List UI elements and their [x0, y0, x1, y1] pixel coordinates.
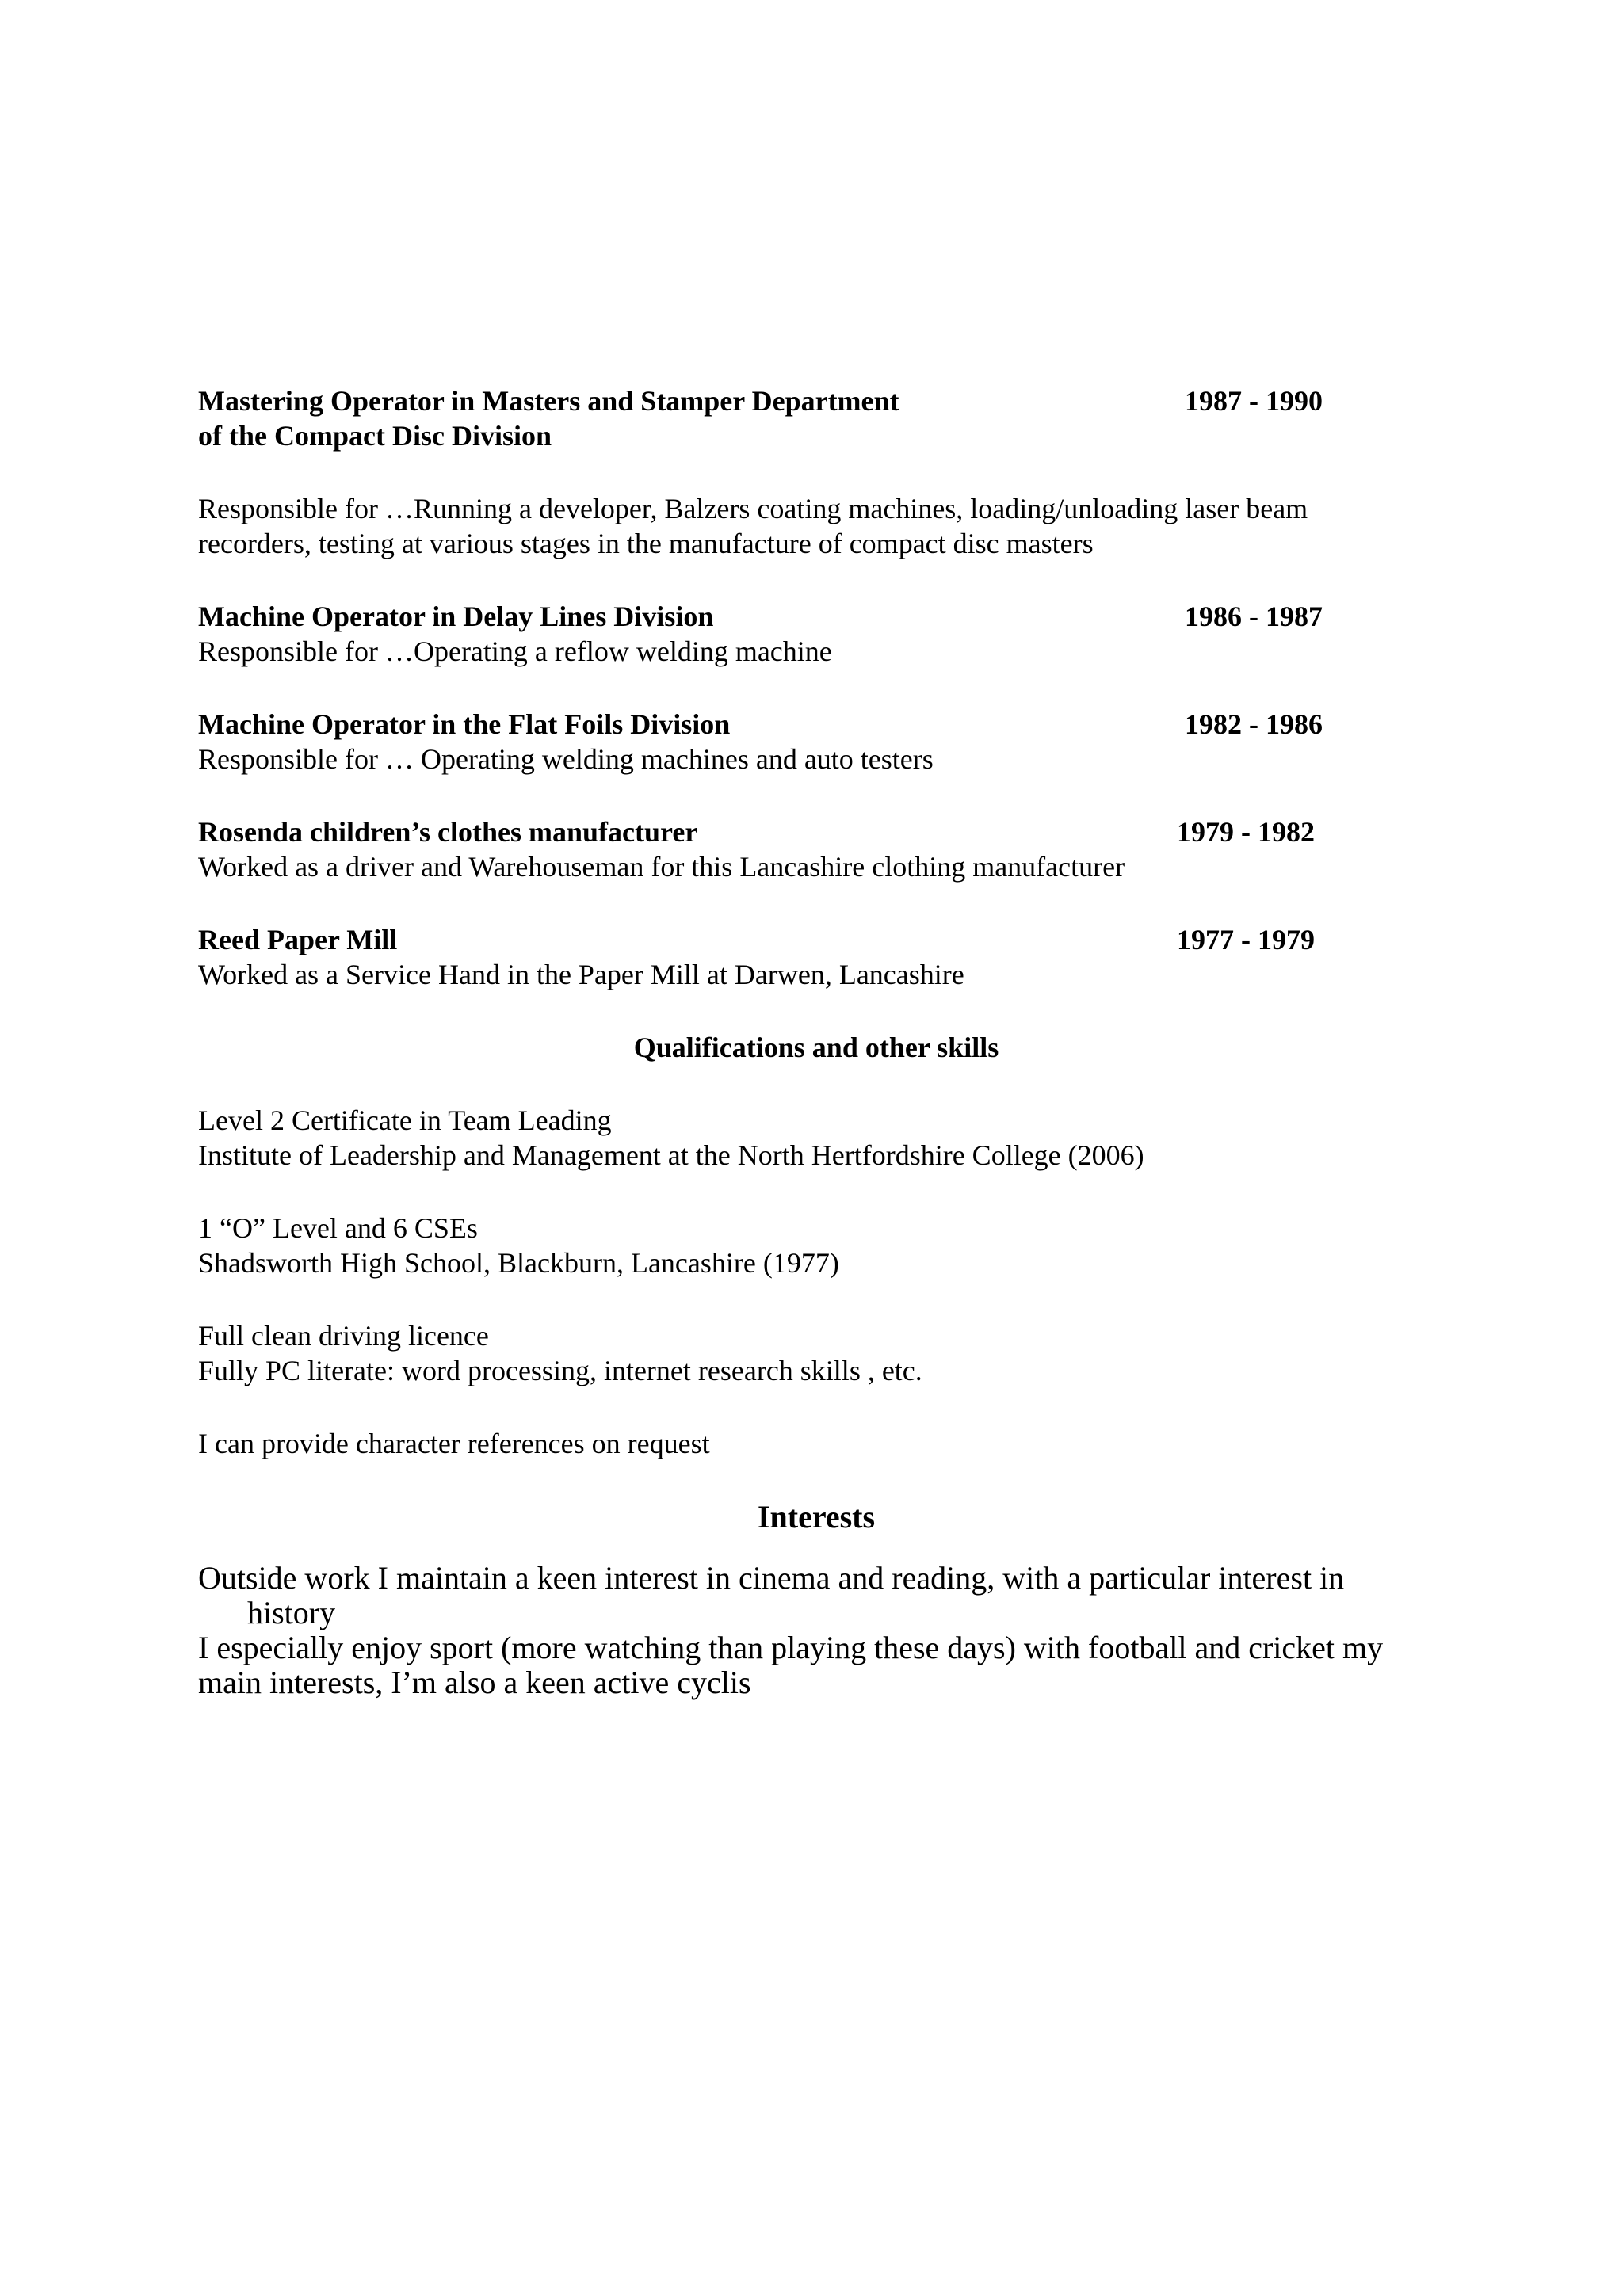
interests-text: I especially enjoy sport (more watching than playing these days) with football and cricket my: [198, 1630, 1384, 1665]
job-description: Worked as a driver and Warehouseman for this Lancashire clothing manufacturer: [198, 851, 1125, 883]
job-description: recorders, testing at various stages in the manufacture of compact disc masters: [198, 528, 1094, 559]
job-title: Reed Paper Mill: [198, 924, 398, 955]
interests-text: Outside work I maintain a keen interest in cinema and reading, with a particular interest in: [198, 1560, 1345, 1596]
job-dates: 1979 - 1982: [1177, 816, 1315, 848]
qualification-item: Fully PC literate: word processing, internet research skills , etc.: [198, 1355, 922, 1386]
job-description: Worked as a Service Hand in the Paper Mill at Darwen, Lancashire: [198, 959, 964, 990]
qualifications-heading: Qualifications and other skills: [633, 1032, 999, 1063]
interests-heading: Interests: [757, 1499, 876, 1535]
qualification-item: Institute of Leadership and Management at the North Hertfordshire College (2006): [198, 1139, 1144, 1171]
qualification-item: I can provide character references on request: [198, 1428, 710, 1459]
job-dates: 1986 - 1987: [1185, 601, 1323, 632]
job-title: Mastering Operator in Masters and Stamper Department: [198, 385, 899, 417]
job-dates: 1982 - 1986: [1185, 708, 1323, 740]
job-description: Responsible for … Operating welding machines and auto testers: [198, 743, 934, 775]
qualification-item: Shadsworth High School, Blackburn, Lancashire (1977): [198, 1247, 839, 1279]
job-header: [198, 707, 1434, 742]
job-title-continued: of the Compact Disc Division: [198, 420, 552, 452]
job-description: Responsible for …Operating a reflow welding machine: [198, 635, 832, 667]
job-title: Machine Operator in the Flat Foils Division: [198, 708, 731, 740]
job-title: Rosenda children’s clothes manufacturer: [198, 816, 698, 848]
job-header: [198, 383, 1434, 418]
qualification-item: 1 “O” Level and 6 CSEs: [198, 1212, 478, 1244]
job-title: Machine Operator in Delay Lines Division: [198, 601, 714, 632]
job-header: [198, 922, 1434, 957]
job-header: [198, 814, 1434, 849]
job-header: [198, 599, 1434, 634]
qualification-item: Full clean driving licence: [198, 1320, 489, 1352]
cv-page: [198, 383, 1434, 1700]
job-description: Responsible for …Running a developer, Balzers coating machines, loading/unloading laser beam: [198, 493, 1308, 524]
job-dates: 1977 - 1979: [1177, 924, 1315, 955]
interests-text: history: [247, 1595, 336, 1630]
job-dates: 1987 - 1990: [1185, 385, 1323, 417]
qualification-item: Level 2 Certificate in Team Leading: [198, 1104, 612, 1136]
interests-text: main interests, I’m also a keen active cyclis: [198, 1665, 751, 1700]
